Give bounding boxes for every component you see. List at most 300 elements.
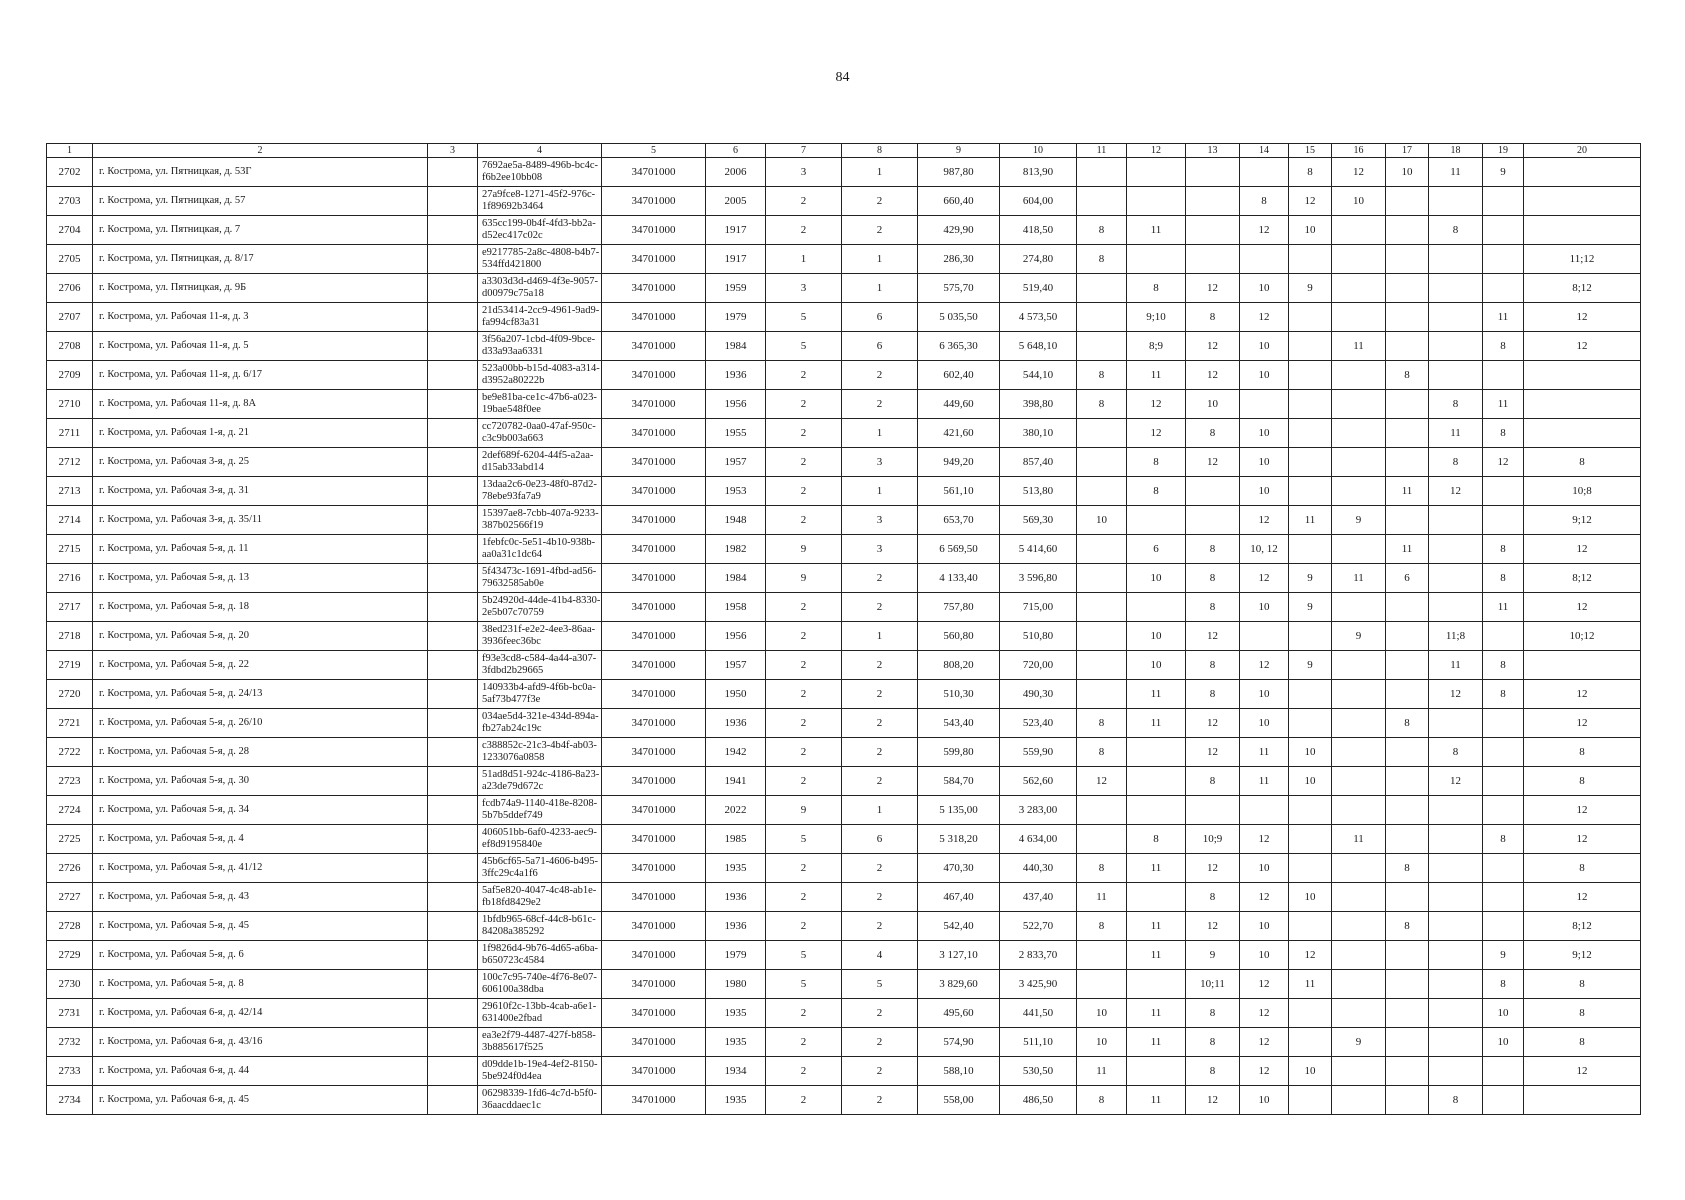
- cell-fias-guid: 5f43473c-1691-4fbd-ad56-79632585ab0e: [478, 564, 602, 593]
- cell-col-16: [1332, 680, 1386, 709]
- cell-col-12: [1127, 883, 1186, 912]
- cell-col-13: 10;11: [1186, 970, 1240, 999]
- cell-address: г. Кострома, ул. Рабочая 6-я, д. 44: [93, 1057, 428, 1086]
- cell-col-17: [1386, 796, 1429, 825]
- cell-col-19: 8: [1483, 564, 1524, 593]
- column-header-1: 1: [47, 144, 93, 158]
- cell-col-17: [1386, 245, 1429, 274]
- cell-col-19: [1483, 506, 1524, 535]
- cell-col-20: [1524, 390, 1641, 419]
- cell-col-19: [1483, 1057, 1524, 1086]
- cell-total-area: 5 135,00: [918, 796, 1000, 825]
- cell-total-area: 286,30: [918, 245, 1000, 274]
- cell-row-number: 2723: [47, 767, 93, 796]
- register-table-container: [46, 143, 1640, 1115]
- cell-total-area: 584,70: [918, 767, 1000, 796]
- cell-address: г. Кострома, ул. Рабочая 3-я, д. 25: [93, 448, 428, 477]
- cell-floors-count: 2: [766, 593, 842, 622]
- cell-col-20: 12: [1524, 303, 1641, 332]
- cell-col-12: [1127, 738, 1186, 767]
- cell-col-15: [1289, 332, 1332, 361]
- cell-fias-guid: a3303d3d-d469-4f3e-9057-d00979c75a18: [478, 274, 602, 303]
- cell-fias-guid: 5b24920d-44de-41b4-8330-2e5b07c70759: [478, 593, 602, 622]
- cell-fias-guid: 523a00bb-b15d-4083-a314-d3952a80222b: [478, 361, 602, 390]
- cell-entrances-count: 2: [842, 912, 918, 941]
- cell-col-13: 8: [1186, 564, 1240, 593]
- cell-fias-guid: c388852c-21c3-4b4f-ab03-1233076a0858: [478, 738, 602, 767]
- column-header-2: 2: [93, 144, 428, 158]
- cell-floors-count: 2: [766, 622, 842, 651]
- cell-col-3: [428, 883, 478, 912]
- cell-col-20: [1524, 1086, 1641, 1115]
- cell-col-18: [1429, 912, 1483, 941]
- cell-col-14: 10: [1240, 477, 1289, 506]
- cell-row-number: 2706: [47, 274, 93, 303]
- cell-col-19: 8: [1483, 825, 1524, 854]
- cell-col-19: 9: [1483, 941, 1524, 970]
- cell-col-11: 11: [1077, 1057, 1127, 1086]
- cell-col-17: [1386, 622, 1429, 651]
- cell-col-15: [1289, 1028, 1332, 1057]
- cell-total-area: 949,20: [918, 448, 1000, 477]
- cell-fias-guid: 06298339-1fd6-4c7d-b5f0-36aacddaec1c: [478, 1086, 602, 1115]
- cell-address: г. Кострома, ул. Рабочая 5-я, д. 24/13: [93, 680, 428, 709]
- cell-living-area: 490,30: [1000, 680, 1077, 709]
- cell-col-16: 11: [1332, 564, 1386, 593]
- cell-col-20: 12: [1524, 332, 1641, 361]
- cell-col-16: [1332, 245, 1386, 274]
- cell-col-12: 11: [1127, 680, 1186, 709]
- cell-col-13: [1186, 477, 1240, 506]
- cell-col-16: [1332, 361, 1386, 390]
- page-number: 84: [835, 70, 850, 85]
- cell-col-17: [1386, 506, 1429, 535]
- cell-col-11: 10: [1077, 1028, 1127, 1057]
- cell-col-14: 10: [1240, 593, 1289, 622]
- cell-col-11: [1077, 941, 1127, 970]
- cell-floors-count: 2: [766, 390, 842, 419]
- cell-living-area: 511,10: [1000, 1028, 1077, 1057]
- cell-total-area: 599,80: [918, 738, 1000, 767]
- cell-floors-count: 2: [766, 216, 842, 245]
- cell-year-built: 1934: [706, 1057, 766, 1086]
- cell-living-area: 530,50: [1000, 1057, 1077, 1086]
- cell-col-18: 8: [1429, 390, 1483, 419]
- cell-address: г. Кострома, ул. Рабочая 5-я, д. 8: [93, 970, 428, 999]
- cell-row-number: 2724: [47, 796, 93, 825]
- table-row: [47, 419, 1641, 448]
- cell-total-area: 560,80: [918, 622, 1000, 651]
- table-row: [47, 680, 1641, 709]
- cell-total-area: 575,70: [918, 274, 1000, 303]
- table-row: [47, 970, 1641, 999]
- cell-address: г. Кострома, ул. Пятницкая, д. 57: [93, 187, 428, 216]
- cell-living-area: 274,80: [1000, 245, 1077, 274]
- cell-col-12: 10: [1127, 564, 1186, 593]
- cell-living-area: 441,50: [1000, 999, 1077, 1028]
- cell-fias-guid: ea3e2f79-4487-427f-b858-3b885617f525: [478, 1028, 602, 1057]
- cell-col-12: [1127, 187, 1186, 216]
- cell-col-17: [1386, 1028, 1429, 1057]
- cell-col-3: [428, 622, 478, 651]
- cell-living-area: 5 414,60: [1000, 535, 1077, 564]
- cell-col-13: 12: [1186, 709, 1240, 738]
- cell-col-13: 10;9: [1186, 825, 1240, 854]
- cell-address: г. Кострома, ул. Рабочая 5-я, д. 18: [93, 593, 428, 622]
- cell-year-built: 1935: [706, 1028, 766, 1057]
- cell-living-area: 857,40: [1000, 448, 1077, 477]
- cell-col-17: 8: [1386, 912, 1429, 941]
- cell-col-20: 8: [1524, 854, 1641, 883]
- cell-col-3: [428, 303, 478, 332]
- table-row: [47, 593, 1641, 622]
- cell-total-area: 653,70: [918, 506, 1000, 535]
- cell-col-12: [1127, 796, 1186, 825]
- cell-col-11: [1077, 970, 1127, 999]
- cell-entrances-count: 1: [842, 477, 918, 506]
- cell-year-built: 2006: [706, 158, 766, 187]
- cell-fias-guid: fcdb74a9-1140-418e-8208-5b7b5ddef749: [478, 796, 602, 825]
- cell-floors-count: 2: [766, 680, 842, 709]
- cell-fias-guid: 45b6cf65-5a71-4606-b495-3ffc29c4a1f6: [478, 854, 602, 883]
- cell-floors-count: 2: [766, 187, 842, 216]
- cell-fias-guid: cc720782-0aa0-47af-950c-c3c9b003a663: [478, 419, 602, 448]
- column-header-5: 5: [602, 144, 706, 158]
- cell-address: г. Кострома, ул. Рабочая 6-я, д. 42/14: [93, 999, 428, 1028]
- cell-row-number: 2731: [47, 999, 93, 1028]
- cell-col-14: 10: [1240, 854, 1289, 883]
- cell-col-18: [1429, 274, 1483, 303]
- table-row: [47, 622, 1641, 651]
- cell-col-18: 11;8: [1429, 622, 1483, 651]
- cell-col-18: 12: [1429, 680, 1483, 709]
- cell-total-area: 808,20: [918, 651, 1000, 680]
- cell-total-area: 5 318,20: [918, 825, 1000, 854]
- cell-col-16: 9: [1332, 622, 1386, 651]
- cell-col-19: 11: [1483, 303, 1524, 332]
- cell-entrances-count: 1: [842, 274, 918, 303]
- cell-col-3: [428, 506, 478, 535]
- cell-address: г. Кострома, ул. Рабочая 5-я, д. 6: [93, 941, 428, 970]
- cell-col-16: [1332, 274, 1386, 303]
- table-row: [47, 854, 1641, 883]
- cell-col-11: 12: [1077, 767, 1127, 796]
- cell-oktmo-code: 34701000: [602, 187, 706, 216]
- cell-col-12: [1127, 245, 1186, 274]
- cell-col-19: 8: [1483, 419, 1524, 448]
- cell-floors-count: 5: [766, 941, 842, 970]
- cell-col-18: [1429, 883, 1483, 912]
- cell-col-18: [1429, 825, 1483, 854]
- cell-col-13: 12: [1186, 361, 1240, 390]
- cell-col-12: 11: [1127, 912, 1186, 941]
- cell-living-area: 418,50: [1000, 216, 1077, 245]
- cell-total-area: 467,40: [918, 883, 1000, 912]
- cell-total-area: 5 035,50: [918, 303, 1000, 332]
- cell-col-20: 12: [1524, 535, 1641, 564]
- cell-col-19: [1483, 854, 1524, 883]
- cell-floors-count: 2: [766, 767, 842, 796]
- cell-entrances-count: 2: [842, 1057, 918, 1086]
- cell-oktmo-code: 34701000: [602, 506, 706, 535]
- cell-col-14: 10: [1240, 1086, 1289, 1115]
- table-row: [47, 216, 1641, 245]
- cell-col-12: [1127, 970, 1186, 999]
- cell-year-built: 1917: [706, 216, 766, 245]
- cell-year-built: 1985: [706, 825, 766, 854]
- table-row: [47, 158, 1641, 187]
- cell-col-14: [1240, 390, 1289, 419]
- cell-oktmo-code: 34701000: [602, 564, 706, 593]
- cell-floors-count: 2: [766, 854, 842, 883]
- cell-col-15: [1289, 680, 1332, 709]
- cell-entrances-count: 2: [842, 709, 918, 738]
- cell-living-area: 4 573,50: [1000, 303, 1077, 332]
- cell-col-15: [1289, 419, 1332, 448]
- cell-living-area: 544,10: [1000, 361, 1077, 390]
- cell-col-18: 11: [1429, 419, 1483, 448]
- cell-col-3: [428, 970, 478, 999]
- cell-oktmo-code: 34701000: [602, 825, 706, 854]
- cell-col-16: [1332, 651, 1386, 680]
- cell-floors-count: 2: [766, 651, 842, 680]
- cell-col-13: 8: [1186, 883, 1240, 912]
- cell-living-area: 440,30: [1000, 854, 1077, 883]
- cell-col-13: 8: [1186, 767, 1240, 796]
- cell-fias-guid: d09dde1b-19e4-4ef2-8150-5be924f0d4ea: [478, 1057, 602, 1086]
- cell-col-20: [1524, 216, 1641, 245]
- cell-oktmo-code: 34701000: [602, 796, 706, 825]
- cell-living-area: 398,80: [1000, 390, 1077, 419]
- cell-col-16: 11: [1332, 825, 1386, 854]
- cell-fias-guid: 406051bb-6af0-4233-aec9-ef8d9195840e: [478, 825, 602, 854]
- cell-col-19: [1483, 622, 1524, 651]
- cell-col-11: [1077, 158, 1127, 187]
- cell-col-16: [1332, 593, 1386, 622]
- cell-col-15: 9: [1289, 564, 1332, 593]
- cell-floors-count: 2: [766, 477, 842, 506]
- table-row: [47, 738, 1641, 767]
- cell-fias-guid: 140933b4-afd9-4f6b-bc0a-5af73b477f3e: [478, 680, 602, 709]
- cell-col-13: 12: [1186, 1086, 1240, 1115]
- cell-year-built: 2022: [706, 796, 766, 825]
- cell-col-14: 10: [1240, 448, 1289, 477]
- cell-living-area: 3 596,80: [1000, 564, 1077, 593]
- cell-col-13: 8: [1186, 999, 1240, 1028]
- column-header-14: 14: [1240, 144, 1289, 158]
- cell-year-built: 1953: [706, 477, 766, 506]
- cell-col-12: [1127, 767, 1186, 796]
- cell-col-11: [1077, 651, 1127, 680]
- cell-col-18: 8: [1429, 448, 1483, 477]
- column-number-header-row: [47, 144, 1641, 158]
- column-header-12: 12: [1127, 144, 1186, 158]
- cell-col-16: [1332, 941, 1386, 970]
- cell-col-12: 10: [1127, 651, 1186, 680]
- cell-total-area: 470,30: [918, 854, 1000, 883]
- cell-oktmo-code: 34701000: [602, 158, 706, 187]
- cell-entrances-count: 5: [842, 970, 918, 999]
- cell-address: г. Кострома, ул. Рабочая 11-я, д. 5: [93, 332, 428, 361]
- cell-col-14: 10: [1240, 912, 1289, 941]
- cell-col-3: [428, 448, 478, 477]
- cell-col-15: 10: [1289, 738, 1332, 767]
- cell-floors-count: 2: [766, 1028, 842, 1057]
- cell-total-area: 558,00: [918, 1086, 1000, 1115]
- cell-entrances-count: 6: [842, 825, 918, 854]
- cell-entrances-count: 2: [842, 361, 918, 390]
- cell-col-13: 8: [1186, 593, 1240, 622]
- cell-col-3: [428, 593, 478, 622]
- cell-col-17: [1386, 448, 1429, 477]
- column-header-18: 18: [1429, 144, 1483, 158]
- table-row: [47, 709, 1641, 738]
- column-header-20: 20: [1524, 144, 1641, 158]
- cell-col-11: 11: [1077, 883, 1127, 912]
- cell-col-3: [428, 709, 478, 738]
- cell-year-built: 1956: [706, 390, 766, 419]
- cell-col-17: 10: [1386, 158, 1429, 187]
- cell-col-19: [1483, 883, 1524, 912]
- cell-row-number: 2715: [47, 535, 93, 564]
- cell-address: г. Кострома, ул. Рабочая 5-я, д. 20: [93, 622, 428, 651]
- cell-col-18: 11: [1429, 651, 1483, 680]
- cell-living-area: 559,90: [1000, 738, 1077, 767]
- cell-col-14: [1240, 622, 1289, 651]
- cell-address: г. Кострома, ул. Рабочая 5-я, д. 28: [93, 738, 428, 767]
- cell-col-15: [1289, 854, 1332, 883]
- cell-total-area: 602,40: [918, 361, 1000, 390]
- cell-col-18: 8: [1429, 1086, 1483, 1115]
- cell-total-area: 495,60: [918, 999, 1000, 1028]
- cell-total-area: 429,90: [918, 216, 1000, 245]
- cell-col-14: 12: [1240, 216, 1289, 245]
- cell-floors-count: 2: [766, 361, 842, 390]
- cell-col-19: [1483, 912, 1524, 941]
- cell-total-area: 449,60: [918, 390, 1000, 419]
- cell-floors-count: 2: [766, 738, 842, 767]
- cell-col-16: [1332, 767, 1386, 796]
- cell-col-19: [1483, 361, 1524, 390]
- cell-fias-guid: 1febfc0c-5e51-4b10-938b-aa0a31c1dc64: [478, 535, 602, 564]
- cell-year-built: 1958: [706, 593, 766, 622]
- cell-year-built: 1957: [706, 448, 766, 477]
- cell-col-12: 11: [1127, 1028, 1186, 1057]
- cell-col-20: 12: [1524, 825, 1641, 854]
- cell-col-13: 8: [1186, 535, 1240, 564]
- cell-row-number: 2726: [47, 854, 93, 883]
- cell-col-11: 8: [1077, 1086, 1127, 1115]
- cell-col-11: 10: [1077, 999, 1127, 1028]
- cell-living-area: 604,00: [1000, 187, 1077, 216]
- cell-col-19: 8: [1483, 651, 1524, 680]
- cell-fias-guid: 38ed231f-e2e2-4ee3-86aa-3936feec36bc: [478, 622, 602, 651]
- cell-col-18: 11: [1429, 158, 1483, 187]
- cell-col-17: [1386, 1086, 1429, 1115]
- cell-fias-guid: 15397ae8-7cbb-407a-9233-387b02566f19: [478, 506, 602, 535]
- cell-col-11: [1077, 825, 1127, 854]
- cell-fias-guid: 29610f2c-13bb-4cab-a6e1-631400e2fbad: [478, 999, 602, 1028]
- cell-col-12: 12: [1127, 419, 1186, 448]
- cell-oktmo-code: 34701000: [602, 854, 706, 883]
- cell-col-16: [1332, 477, 1386, 506]
- cell-row-number: 2728: [47, 912, 93, 941]
- cell-col-20: 8: [1524, 448, 1641, 477]
- cell-entrances-count: 2: [842, 187, 918, 216]
- cell-address: г. Кострома, ул. Пятницкая, д. 9Б: [93, 274, 428, 303]
- cell-entrances-count: 2: [842, 593, 918, 622]
- cell-year-built: 1935: [706, 1086, 766, 1115]
- cell-col-17: 8: [1386, 854, 1429, 883]
- cell-col-14: 11: [1240, 767, 1289, 796]
- cell-col-18: [1429, 593, 1483, 622]
- cell-address: г. Кострома, ул. Рабочая 5-я, д. 4: [93, 825, 428, 854]
- cell-address: г. Кострома, ул. Рабочая 6-я, д. 43/16: [93, 1028, 428, 1057]
- cell-col-19: 8: [1483, 535, 1524, 564]
- cell-col-20: 8;12: [1524, 274, 1641, 303]
- cell-col-17: [1386, 680, 1429, 709]
- cell-address: г. Кострома, ул. Рабочая 11-я, д. 6/17: [93, 361, 428, 390]
- cell-col-11: 10: [1077, 506, 1127, 535]
- cell-col-15: 11: [1289, 506, 1332, 535]
- cell-year-built: 1950: [706, 680, 766, 709]
- cell-col-15: 10: [1289, 216, 1332, 245]
- cell-fias-guid: 7692ae5a-8489-496b-bc4c-f6b2ee10bb08: [478, 158, 602, 187]
- table-row: [47, 999, 1641, 1028]
- cell-fias-guid: e9217785-2a8c-4808-b4b7-534ffd421800: [478, 245, 602, 274]
- table-row: [47, 767, 1641, 796]
- table-row: [47, 332, 1641, 361]
- cell-entrances-count: 2: [842, 390, 918, 419]
- cell-col-15: [1289, 796, 1332, 825]
- table-row: [47, 535, 1641, 564]
- cell-living-area: 437,40: [1000, 883, 1077, 912]
- cell-col-12: 8: [1127, 477, 1186, 506]
- cell-address: г. Кострома, ул. Рабочая 11-я, д. 3: [93, 303, 428, 332]
- cell-col-18: [1429, 970, 1483, 999]
- column-header-8: 8: [842, 144, 918, 158]
- cell-oktmo-code: 34701000: [602, 651, 706, 680]
- column-header-7: 7: [766, 144, 842, 158]
- cell-col-13: 8: [1186, 1057, 1240, 1086]
- cell-col-18: [1429, 245, 1483, 274]
- cell-col-16: [1332, 796, 1386, 825]
- cell-row-number: 2720: [47, 680, 93, 709]
- cell-oktmo-code: 34701000: [602, 332, 706, 361]
- table-row: [47, 796, 1641, 825]
- cell-row-number: 2708: [47, 332, 93, 361]
- cell-col-14: 11: [1240, 738, 1289, 767]
- cell-year-built: 1936: [706, 361, 766, 390]
- cell-col-17: [1386, 970, 1429, 999]
- cell-col-18: [1429, 1057, 1483, 1086]
- cell-col-15: [1289, 390, 1332, 419]
- cell-col-12: 6: [1127, 535, 1186, 564]
- cell-floors-count: 5: [766, 825, 842, 854]
- cell-col-12: 9;10: [1127, 303, 1186, 332]
- table-row: [47, 825, 1641, 854]
- cell-floors-count: 9: [766, 796, 842, 825]
- cell-year-built: 1984: [706, 564, 766, 593]
- cell-row-number: 2717: [47, 593, 93, 622]
- cell-floors-count: 2: [766, 1057, 842, 1086]
- cell-row-number: 2730: [47, 970, 93, 999]
- cell-col-3: [428, 245, 478, 274]
- cell-floors-count: 2: [766, 883, 842, 912]
- cell-col-14: [1240, 245, 1289, 274]
- cell-col-14: 12: [1240, 506, 1289, 535]
- cell-row-number: 2734: [47, 1086, 93, 1115]
